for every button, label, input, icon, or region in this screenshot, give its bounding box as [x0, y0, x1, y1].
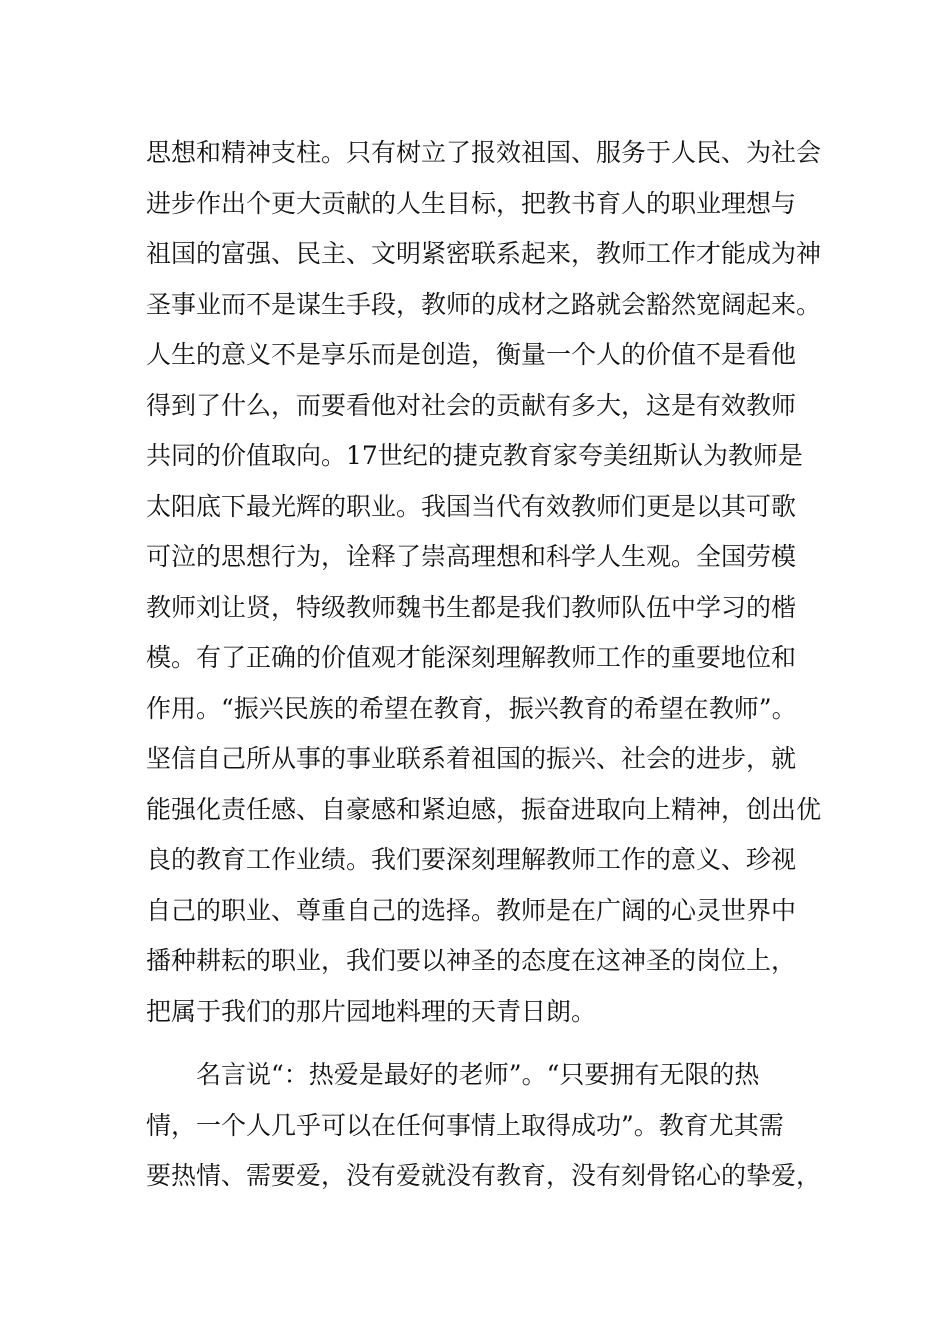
text-line: 共同的价值取向。17世纪的捷克教育家夸美纽斯认为教师是: [146, 441, 803, 470]
text-line: 人生的意义不是享乐而是创造，衡量一个人的价值不是看他: [146, 340, 797, 369]
body-text: [146, 128, 826, 1202]
text-line: 进步作出个更大贡献的人生目标，把教书育人的职业理想与: [146, 188, 797, 218]
text-line: 得到了什么，而要看他对社会的贡献有多大，这是有效教师: [146, 390, 797, 420]
text-line: 能强化责任感、自豪感和紧迫感，振奋进取向上精神，创出优: [146, 794, 822, 824]
text-line: 自己的职业、尊重自己的选择。教师是在广阔的心灵世界中: [146, 895, 797, 925]
text-line: 情，一个人几乎可以在任何事情上取得成功”。教育尤其需: [146, 1110, 784, 1140]
text-line: 祖国的富强、民主、文明紧密联系起来，教师工作才能成为神: [146, 239, 822, 268]
text-line: 坚信自己所从事的事业联系着祖国的振兴、社会的进步，就: [146, 744, 797, 773]
text-line: 模。有了正确的价值观才能深刻理解教师工作的重要地位和: [146, 643, 797, 672]
text-line: 圣事业而不是谋生手段，教师的成材之路就会豁然宽阔起来。: [146, 289, 822, 319]
text-line: 太阳底下最光辉的职业。我国当代有效教师们更是以其可歌: [146, 491, 797, 521]
text-line: 要热情、需要爱，没有爱就没有教育，没有刻骨铭心的挚爱，: [146, 1161, 822, 1190]
paragraph-first-line: 名言说“：热爱是最好的老师”。“只要拥有无限的热: [196, 1060, 760, 1089]
text-line: 良的教育工作业绩。我们要深刻理解教师工作的意义、珍视: [146, 845, 797, 874]
text-line: 教师刘让贤，特级教师魏书生都是我们教师队伍中学习的楷: [146, 592, 797, 622]
text-line: 播种耕耘的职业，我们要以神圣的态度在这神圣的岗位上，: [146, 946, 797, 975]
text-line: 可泣的思想行为，诠释了崇高理想和科学人生观。全国劳模: [146, 542, 797, 571]
text-line: 思想和精神支柱。只有树立了报效祖国、服务于人民、为社会: [146, 138, 822, 167]
text-line: 把属于我们的那片园地料理的天青日朗。: [146, 996, 597, 1026]
text-line: 作用。“振兴民族的希望在教育，振兴教育的希望在教师”。: [146, 693, 797, 723]
